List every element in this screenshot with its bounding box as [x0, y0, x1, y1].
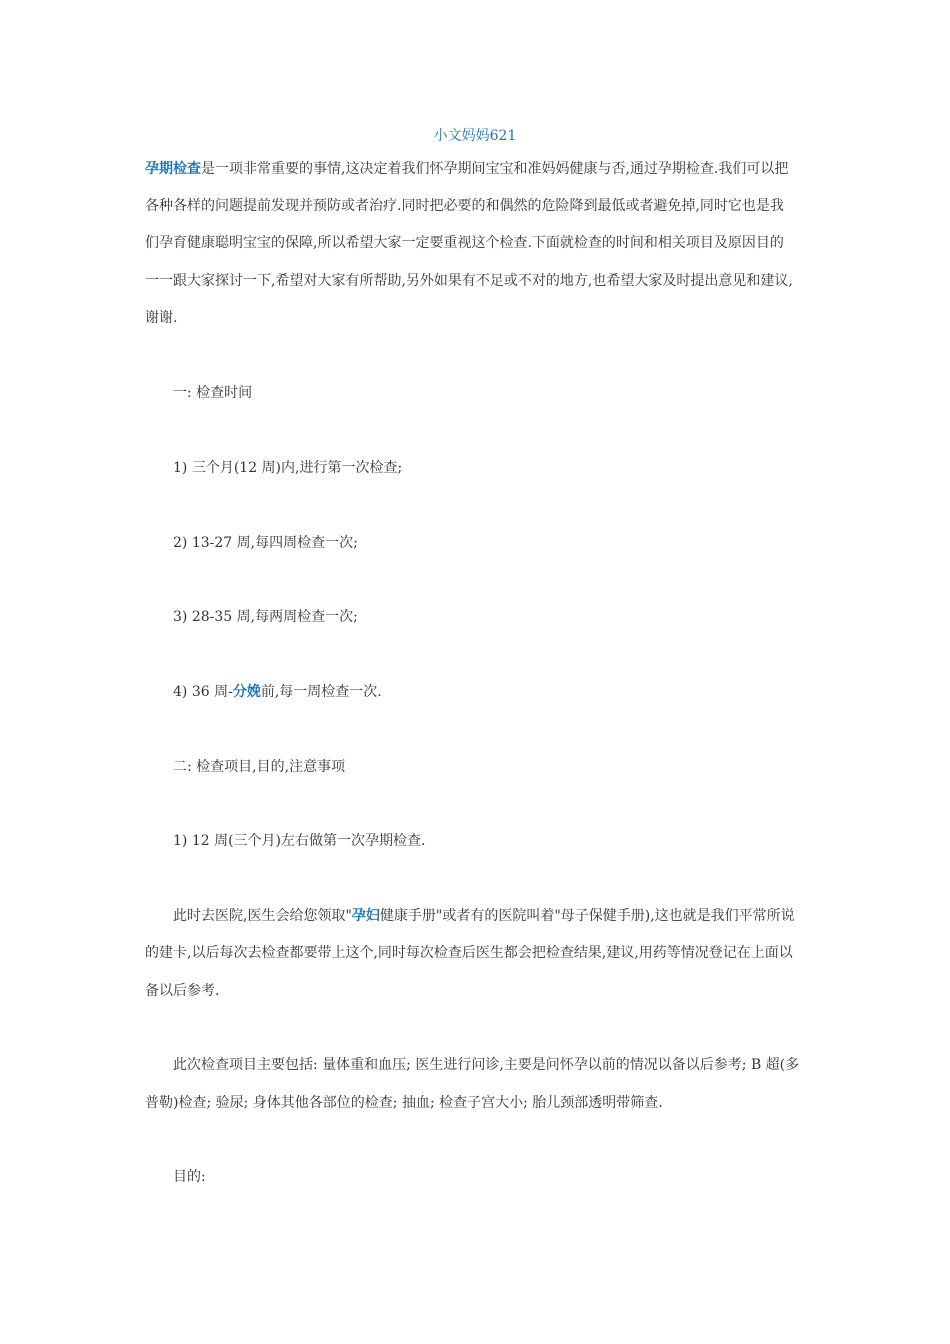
intro-line-1-text: 是一项非常重要的事情,这决定着我们怀孕期间宝宝和准妈妈健康与否,通过孕期检查.我们可以把: [201, 161, 789, 177]
intro-line-2: 各种各样的问题提前发现并预防或者治疗.同时把必要的和偶然的危险降到最低或者避免掉,同时它也是我: [145, 198, 784, 214]
section2-para1-line-1-pre: 此时去医院,医生会给您领取": [173, 908, 352, 924]
intro-line-3: 们孕育健康聪明宝宝的保障,所以希望大家一定要重视这个检查.下面就检查的时间和相关项目及原因目的: [145, 235, 784, 251]
intro-line-5: 谢谢.: [145, 310, 178, 326]
section1-item-3: 3) 28-35 周,每两周检查一次;: [173, 609, 358, 625]
section1-item-4-post: 前,每一周检查一次.: [260, 684, 382, 700]
section2-item-1: 1) 12 周(三个月)左右做第一次孕期检查.: [173, 833, 426, 849]
section1-item-4-pre: 4) 36 周-: [173, 684, 233, 700]
section2-para1-line-2: 的建卡,以后每次去检查都要带上这个,同时每次检查后医生都会把检查结果,建议,用药等情况登记在上面以: [145, 945, 793, 961]
intro-line-4: 一一跟大家探讨一下,希望对大家有所帮助,另外如果有不足或不对的地方,也希望大家及时提出意见和建议,: [145, 273, 793, 289]
section2-para1-line-1-post: 健康手册"或者有的医院叫着"母子保健手册),这也就是我们平常所说: [379, 908, 795, 924]
section1-heading: 一: 检查时间: [173, 385, 253, 401]
document-title[interactable]: 小文妈妈621: [433, 128, 517, 144]
intro-line-1: [145, 158, 810, 180]
link-prenatal-check[interactable]: 孕期检查: [145, 161, 201, 177]
section2-para1-line-1: [173, 905, 810, 927]
section1-item-2: 2) 13-27 周,每四周检查一次;: [173, 535, 358, 551]
section2-purpose-label: 目的:: [173, 1169, 206, 1185]
section2-para2-line-1: 此次检查项目主要包括: 量体重和血压; 医生进行问诊,主要是问怀孕以前的情况以备以后参考; B 超(多: [173, 1057, 800, 1073]
section2-para1-line-3: 备以后参考.: [145, 983, 220, 999]
section1-item-1: 1) 三个月(12 周)内,进行第一次检查;: [173, 460, 403, 476]
link-delivery[interactable]: 分娩: [232, 684, 261, 700]
section2-para2-line-2: 普勒)检查; 验尿; 身体其他各部位的检查; 抽血; 检查子宫大小; 胎儿颈部透明带筛查.: [145, 1095, 663, 1111]
section1-item-4: [173, 681, 810, 703]
section2-heading: 二: 检查项目,目的,注意事项: [173, 759, 346, 775]
link-pregnant-woman[interactable]: 孕妇: [351, 908, 380, 924]
